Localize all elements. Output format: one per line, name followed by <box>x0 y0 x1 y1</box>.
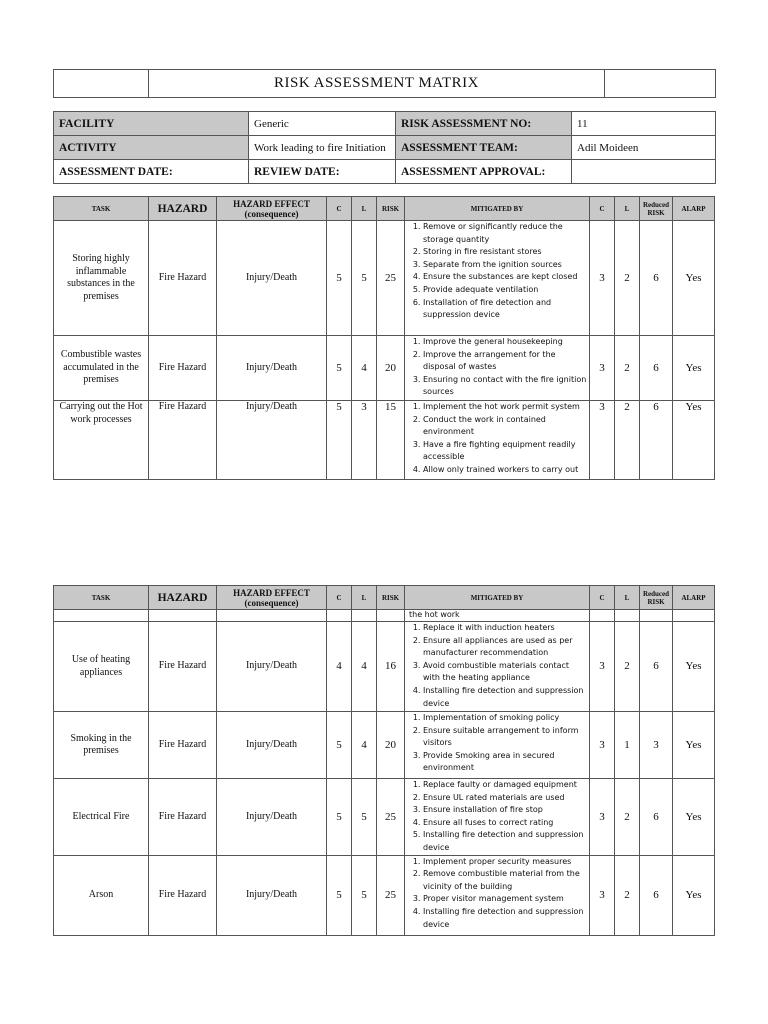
table-row <box>54 336 715 401</box>
mitigation-item: 3. Ensuring no contact with the fire ignition sources <box>423 374 587 399</box>
header-reduced: Reduced <box>642 589 670 598</box>
hazard-cell: Fire Hazard <box>149 712 217 779</box>
mitigated-by-cell <box>405 622 590 712</box>
hazard-effect-cell: Injury/Death <box>217 712 327 779</box>
risk-cell: 15 <box>377 401 405 480</box>
reduced-risk-cell: 6 <box>640 221 673 336</box>
task-cell: Electrical Fire <box>54 779 149 856</box>
header-risk: RISK <box>377 197 405 221</box>
mitigation-item: 2. Ensure suitable arrangement to inform visitors <box>423 725 587 750</box>
review-date-label: REVIEW DATE: <box>249 160 396 184</box>
hazard-cell: Fire Hazard <box>149 401 217 480</box>
mitigation-item: 2. Improve the arrangement for the disposal of wastes <box>423 349 587 374</box>
header-mitigated-by: MITIGATED BY <box>405 586 590 610</box>
mitigation-item: 1. Replace faulty or damaged equipment <box>423 779 587 792</box>
hazard-cell: Fire Hazard <box>149 855 217 935</box>
cont-blank-cell <box>149 610 217 622</box>
header-hazard-effect-title: HAZARD EFFECT <box>233 198 310 209</box>
header-c-reduced: C <box>590 586 615 610</box>
team-label: ASSESSMENT TEAM: <box>396 136 572 160</box>
mitigated-by-cell <box>405 779 590 856</box>
task-cell: Use of heating appliances <box>54 622 149 712</box>
mitigation-item: 1. Implement the hot work permit system <box>423 401 587 414</box>
reduced-consequence-cell: 3 <box>590 855 615 935</box>
alarp-cell: Yes <box>673 622 715 712</box>
header-hazard-effect <box>217 586 327 610</box>
reduced-risk-cell: 6 <box>640 336 673 401</box>
mitigation-item: 1. Replace it with induction heaters <box>423 622 587 635</box>
mitigation-item: 5. Installing fire detection and suppression device <box>423 829 587 854</box>
hazard-effect-cell: Injury/Death <box>217 779 327 856</box>
mitigation-item: 3. Proper visitor management system <box>423 893 587 906</box>
cont-blank-cell <box>54 610 149 622</box>
consequence-cell: 5 <box>327 221 352 336</box>
reduced-likelihood-cell: 2 <box>615 401 640 480</box>
hazard-cell: Fire Hazard <box>149 221 217 336</box>
approval-value <box>572 160 716 184</box>
alarp-cell: Yes <box>673 779 715 856</box>
consequence-cell: 5 <box>327 336 352 401</box>
header-reduced: Reduced <box>642 200 670 209</box>
reduced-consequence-cell: 3 <box>590 221 615 336</box>
header-reduced-risk <box>640 197 673 221</box>
header-hazard: HAZARD <box>149 197 217 221</box>
table-row <box>54 855 715 935</box>
hazard-effect-cell: Injury/Death <box>217 622 327 712</box>
mitigation-list <box>409 779 587 855</box>
mitigation-list <box>409 712 587 775</box>
table-header-row <box>54 586 715 610</box>
header-reduced-risk-label: RISK <box>647 597 665 606</box>
header-reduced-risk-label: RISK <box>647 208 665 217</box>
task-cell: Storing highly inflammable substances in the premises <box>54 221 149 336</box>
mitigated-by-cell <box>405 401 590 480</box>
header-l-reduced: L <box>615 586 640 610</box>
header-c: C <box>327 197 352 221</box>
hazard-cell: Fire Hazard <box>149 336 217 401</box>
header-hazard-effect <box>217 197 327 221</box>
reduced-likelihood-cell: 1 <box>615 712 640 779</box>
likelihood-cell: 5 <box>352 855 377 935</box>
table-row <box>54 712 715 779</box>
alarp-cell: Yes <box>673 401 715 480</box>
header-l: L <box>352 586 377 610</box>
title-table <box>53 69 716 98</box>
cont-blank-cell <box>640 610 673 622</box>
consequence-cell: 4 <box>327 622 352 712</box>
mitigation-list <box>409 401 587 477</box>
risk-table-1 <box>53 196 715 480</box>
mitigation-item: 1. Improve the general housekeeping <box>423 336 587 349</box>
header-hazard: HAZARD <box>149 586 217 610</box>
risk-cell: 16 <box>377 622 405 712</box>
hazard-cell: Fire Hazard <box>149 622 217 712</box>
reduced-risk-cell: 3 <box>640 712 673 779</box>
ra-no-label: RISK ASSESSMENT NO: <box>396 112 572 136</box>
header-hazard-effect-title: HAZARD EFFECT <box>233 587 310 598</box>
ra-no-value: 11 <box>572 112 716 136</box>
page-title: RISK ASSESSMENT MATRIX <box>149 70 605 98</box>
activity-label: ACTIVITY <box>54 136 249 160</box>
header-l-reduced: L <box>615 197 640 221</box>
mitigation-item: 4. Allow only trained workers to carry out <box>423 464 587 477</box>
reduced-likelihood-cell: 2 <box>615 336 640 401</box>
consequence-cell: 5 <box>327 401 352 480</box>
mitigated-by-cell <box>405 712 590 779</box>
mitigation-item: 2. Ensure all appliances are used as per manufacturer recommendation <box>423 635 587 660</box>
cont-blank-cell <box>217 610 327 622</box>
reduced-likelihood-cell: 2 <box>615 779 640 856</box>
mitigation-list <box>409 221 587 322</box>
likelihood-cell: 5 <box>352 221 377 336</box>
consequence-cell: 5 <box>327 779 352 856</box>
title-left-cell <box>54 70 149 98</box>
table-row <box>54 401 715 480</box>
task-cell: Combustible wastes accumulated in the premises <box>54 336 149 401</box>
mitigation-item: 3. Separate from the ignition sources <box>423 259 587 272</box>
reduced-consequence-cell: 3 <box>590 401 615 480</box>
continuation-row <box>54 610 715 622</box>
consequence-cell: 5 <box>327 855 352 935</box>
cont-blank-cell <box>352 610 377 622</box>
reduced-risk-cell: 6 <box>640 855 673 935</box>
reduced-consequence-cell: 3 <box>590 712 615 779</box>
mitigated-by-cell <box>405 855 590 935</box>
header-task: TASK <box>54 197 149 221</box>
title-right-cell <box>605 70 716 98</box>
mitigation-item: 2. Conduct the work in contained environment <box>423 414 587 439</box>
mitigation-item: 4. Ensure all fuses to correct rating <box>423 817 587 830</box>
cont-blank-cell <box>590 610 615 622</box>
mitigation-list <box>409 856 587 932</box>
mitigation-item: 1. Remove or significantly reduce the storage quantity <box>423 221 587 246</box>
likelihood-cell: 4 <box>352 336 377 401</box>
mitigation-item: 1. Implementation of smoking policy <box>423 712 587 725</box>
table-row <box>54 622 715 712</box>
header-risk: RISK <box>377 586 405 610</box>
cont-blank-cell <box>615 610 640 622</box>
likelihood-cell: 4 <box>352 712 377 779</box>
mitigation-item: 3. Avoid combustible materials contact with the heating appliance <box>423 660 587 685</box>
risk-cell: 25 <box>377 855 405 935</box>
team-value: Adil Moideen <box>572 136 716 160</box>
reduced-risk-cell: 6 <box>640 779 673 856</box>
cont-blank-cell <box>377 610 405 622</box>
header-consequence: (consequence) <box>244 597 299 608</box>
header-task: TASK <box>54 586 149 610</box>
header-reduced-risk <box>640 586 673 610</box>
reduced-risk-cell: 6 <box>640 401 673 480</box>
header-c: C <box>327 586 352 610</box>
cont-blank-cell <box>327 610 352 622</box>
likelihood-cell: 3 <box>352 401 377 480</box>
mitigation-item: 3. Have a fire fighting equipment readily accessible <box>423 439 587 464</box>
likelihood-cell: 4 <box>352 622 377 712</box>
hazard-cell: Fire Hazard <box>149 779 217 856</box>
mitigation-list <box>409 336 587 399</box>
alarp-cell: Yes <box>673 221 715 336</box>
reduced-likelihood-cell: 2 <box>615 221 640 336</box>
hazard-effect-cell: Injury/Death <box>217 336 327 401</box>
table-header-row <box>54 197 715 221</box>
reduced-consequence-cell: 3 <box>590 336 615 401</box>
assessment-date-label: ASSESSMENT DATE: <box>54 160 249 184</box>
mitigation-item: 4. Installing fire detection and suppression device <box>423 685 587 710</box>
alarp-cell: Yes <box>673 336 715 401</box>
table-row <box>54 221 715 336</box>
table-row <box>54 779 715 856</box>
mitigation-item: 4. Ensure the substances are kept closed <box>423 271 587 284</box>
mitigation-item: 2. Storing in fire resistant stores <box>423 246 587 259</box>
mitigation-item: 6. Installation of fire detection and suppression device <box>423 297 587 322</box>
reduced-consequence-cell: 3 <box>590 622 615 712</box>
task-cell: Smoking in the premises <box>54 712 149 779</box>
risk-cell: 25 <box>377 779 405 856</box>
mitigated-by-cell <box>405 221 590 336</box>
task-cell: Arson <box>54 855 149 935</box>
risk-cell: 20 <box>377 712 405 779</box>
consequence-cell: 5 <box>327 712 352 779</box>
mitigation-item: 3. Provide Smoking area in secured environment <box>423 750 587 775</box>
risk-table-2 <box>53 585 715 936</box>
cont-blank-cell <box>673 610 715 622</box>
info-table <box>53 111 716 184</box>
mitigation-item: 5. Provide adequate ventilation <box>423 284 587 297</box>
header-l: L <box>352 197 377 221</box>
mitigation-item: 4. Installing fire detection and suppression device <box>423 906 587 931</box>
hazard-effect-cell: Injury/Death <box>217 401 327 480</box>
header-alarp: ALARP <box>673 197 715 221</box>
hazard-effect-cell: Injury/Death <box>217 221 327 336</box>
risk-cell: 20 <box>377 336 405 401</box>
alarp-cell: Yes <box>673 855 715 935</box>
mitigation-item: 1. Implement proper security measures <box>423 856 587 869</box>
continuation-text: the hot work <box>405 610 590 622</box>
reduced-likelihood-cell: 2 <box>615 855 640 935</box>
header-alarp: ALARP <box>673 586 715 610</box>
alarp-cell: Yes <box>673 712 715 779</box>
task-cell: Carrying out the Hot work processes <box>54 401 149 480</box>
approval-label: ASSESSMENT APPROVAL: <box>396 160 572 184</box>
mitigation-list <box>409 622 587 710</box>
mitigated-by-cell <box>405 336 590 401</box>
header-mitigated-by: MITIGATED BY <box>405 197 590 221</box>
reduced-likelihood-cell: 2 <box>615 622 640 712</box>
facility-label: FACILITY <box>54 112 249 136</box>
mitigation-item: 2. Ensure UL rated materials are used <box>423 792 587 805</box>
likelihood-cell: 5 <box>352 779 377 856</box>
reduced-consequence-cell: 3 <box>590 779 615 856</box>
hazard-effect-cell: Injury/Death <box>217 855 327 935</box>
header-c-reduced: C <box>590 197 615 221</box>
risk-cell: 25 <box>377 221 405 336</box>
mitigation-item: 2. Remove combustible material from the vicinity of the building <box>423 868 587 893</box>
header-consequence: (consequence) <box>244 208 299 219</box>
facility-value: Generic <box>249 112 396 136</box>
reduced-risk-cell: 6 <box>640 622 673 712</box>
mitigation-item: 3. Ensure installation of fire stop <box>423 804 587 817</box>
activity-value: Work leading to fire Initiation <box>249 136 396 160</box>
